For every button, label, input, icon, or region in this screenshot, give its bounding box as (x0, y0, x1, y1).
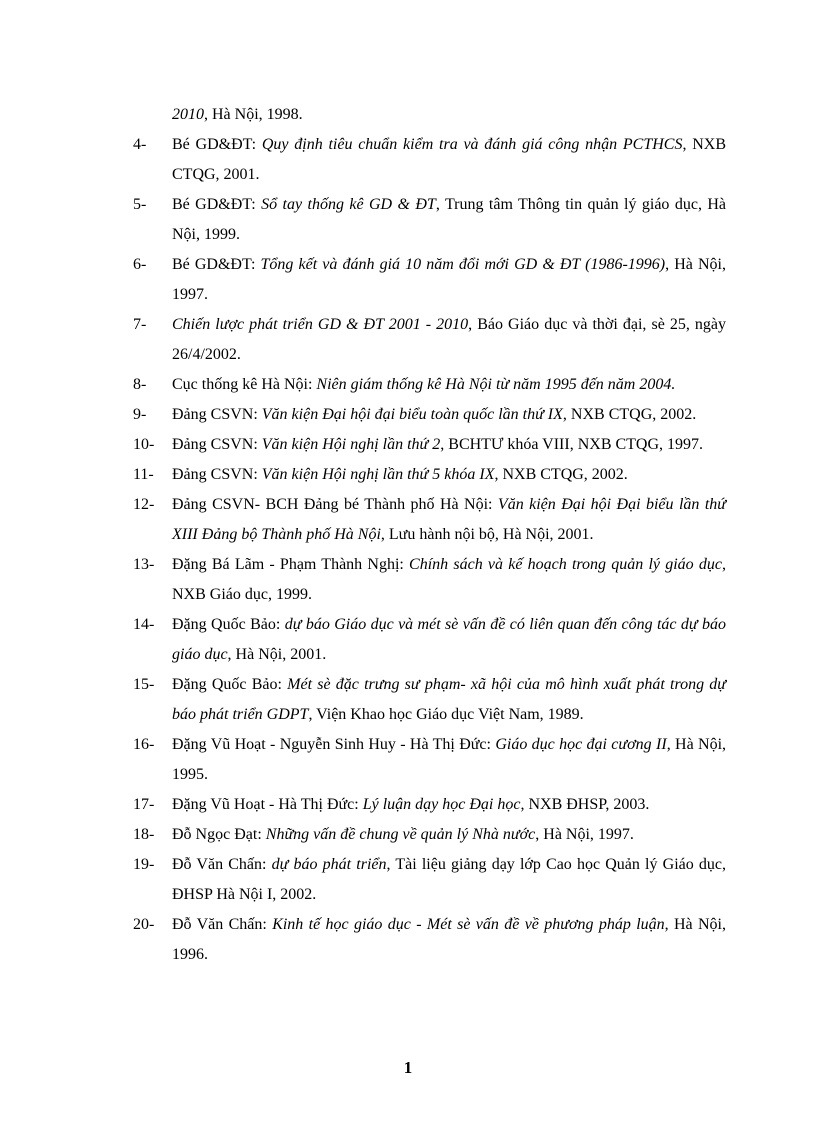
reference-detail: Đỗ Ngọc Đạt: (172, 826, 266, 843)
reference-detail: , NXB Giáo dục, 1999. (172, 556, 726, 603)
reference-detail: , Hà Nội, 2001. (227, 646, 327, 663)
reference-title: Văn kiện Đại hội đại biểu toàn quốc lần thứ IX (261, 406, 563, 423)
reference-number: 14- (133, 616, 155, 633)
reference-detail: , Báo Giáo dục và thời đại, sè 25, ngày 26/4/2002. (172, 316, 726, 363)
reference-detail: Đảng CSVN: (172, 466, 262, 483)
reference-title: Văn kiện Hội nghị lần thứ 5 khóa IX (261, 466, 495, 483)
reference-detail: , NXB CTQG, 2001. (172, 136, 726, 183)
reference-text (172, 250, 726, 310)
reference-item (0, 100, 816, 130)
reference-title: 2010 (172, 106, 204, 123)
reference-item (0, 250, 816, 310)
reference-detail: Đỗ Văn Chấn: (172, 856, 272, 873)
reference-detail: , Hà Nội, 1996. (172, 916, 727, 963)
reference-number: 19- (133, 856, 155, 873)
reference-title: Những vấn đề chung về quản lý Nhà nước (265, 826, 536, 843)
page-number: 1 (403, 1058, 413, 1077)
reference-item (0, 850, 816, 910)
reference-item (0, 490, 816, 550)
reference-detail: , BCHTƯ khóa VIII, NXB CTQG, 1997. (440, 436, 704, 453)
reference-number: 10- (133, 436, 155, 453)
reference-text (172, 190, 726, 250)
reference-detail: , Tài liệu giảng dạy lớp Cao học Quản lý Giáo dục, ĐHSP Hà Nội I, 2002. (172, 856, 727, 903)
reference-title: Sổ tay thống kê GD & ĐT (261, 196, 436, 213)
reference-item (0, 790, 816, 820)
reference-text (172, 460, 726, 490)
reference-number: 18- (133, 826, 155, 843)
reference-detail: , Hà Nội, 1997. (535, 826, 634, 843)
reference-text (172, 730, 726, 790)
reference-text (172, 790, 726, 820)
reference-text (172, 820, 726, 850)
reference-number: 20- (133, 916, 155, 933)
reference-detail: Bé GD&ĐT: (172, 136, 262, 153)
reference-detail: Đảng CSVN: (172, 406, 262, 423)
reference-number: 17- (133, 796, 155, 813)
reference-detail: Đặng Quốc Bảo: (172, 616, 285, 633)
reference-detail: Đảng CSVN: (172, 436, 262, 453)
reference-detail: , NXB ĐHSP, 2003. (520, 796, 650, 813)
reference-title: Văn kiện Đại hội Đại biểu lần thứ XIII Đảng bộ Thành phố Hà Nội (172, 496, 726, 543)
reference-detail: Đặng Bá Lãm - Phạm Thành Nghị: (172, 556, 410, 573)
reference-title: Niên giám thống kê Hà Nội từ năm 1995 đến năm 2004. (316, 376, 676, 393)
reference-detail: , Hà Nội, 1998. (204, 106, 303, 123)
reference-item (0, 190, 816, 250)
reference-number: 5- (133, 196, 147, 213)
reference-title: Tổng kết và đánh giá 10 năm đổi mới GD & ĐT (1986-1996) (260, 256, 666, 273)
reference-item (0, 670, 816, 730)
reference-number: 4- (133, 136, 147, 153)
reference-detail: Đặng Vũ Hoạt - Nguyễn Sinh Huy - Hà Thị Đức: (172, 736, 496, 753)
reference-item (0, 130, 816, 190)
reference-text (172, 430, 726, 460)
reference-item (0, 910, 816, 970)
reference-item (0, 370, 816, 400)
reference-number: 8- (133, 376, 147, 393)
reference-item (0, 430, 816, 460)
reference-title: Quy định tiêu chuẩn kiểm tra và đánh giá công nhận PCTHCS (261, 136, 683, 153)
reference-item (0, 460, 816, 490)
reference-text (172, 490, 726, 550)
reference-list (0, 100, 816, 970)
reference-number: 13- (133, 556, 155, 573)
reference-text (172, 400, 726, 430)
reference-text (172, 910, 726, 970)
reference-detail: , Hà Nội, 1995. (172, 736, 727, 783)
reference-number: 12- (133, 496, 155, 513)
reference-title: Mét sè đặc trưng sư phạm- xã hội của mô hình xuất phát trong dự báo phát triển GDPT (172, 676, 727, 723)
reference-detail: Đặng Vũ Hoạt - Hà Thị Đức: (172, 796, 363, 813)
reference-item (0, 610, 816, 670)
reference-title: dự báo Giáo dục và mét sè vấn đề có liên quan đến công tác dự báo giáo dục (172, 616, 727, 663)
reference-number: 11- (133, 466, 154, 483)
reference-detail: , NXB CTQG, 2002. (562, 406, 697, 423)
reference-number: 15- (133, 676, 155, 693)
reference-text (172, 370, 726, 400)
reference-item (0, 310, 816, 370)
reference-item (0, 820, 816, 850)
reference-text (172, 100, 726, 130)
reference-detail: Bé GD&ĐT: (172, 196, 262, 213)
reference-title: dự báo phát triển (271, 856, 387, 873)
reference-detail: , NXB CTQG, 2002. (494, 466, 628, 483)
reference-text (172, 670, 726, 730)
reference-title: Chính sách và kế hoạch trong quản lý giáo dục (409, 556, 722, 573)
reference-detail: Đảng CSVN- BCH Đảng bé Thành phố Hà Nội: (172, 496, 498, 513)
reference-detail: Đặng Quốc Bảo: (172, 676, 288, 693)
reference-title: Lý luận dạy học Đại học (362, 796, 521, 813)
reference-item (0, 550, 816, 610)
reference-number: 7- (133, 316, 147, 333)
reference-title: Kinh tế học giáo dục - Mét sè vấn đề về phương pháp luận (272, 916, 665, 933)
reference-title: Văn kiện Hội nghị lần thứ 2 (261, 436, 441, 453)
reference-item (0, 400, 816, 430)
reference-number: 9- (133, 406, 147, 423)
reference-title: Chiến lược phát triển GD & ĐT 2001 - 2010 (172, 316, 469, 333)
reference-number: 6- (133, 256, 147, 273)
reference-text (172, 610, 726, 670)
reference-text (172, 310, 726, 370)
reference-detail: , Viện Khao học Giáo dục Việt Nam, 1989. (308, 706, 584, 723)
reference-detail: Bé GD&ĐT: (172, 256, 261, 273)
reference-detail: Cục thống kê Hà Nội: (172, 376, 317, 393)
reference-detail: , Lưu hành nội bộ, Hà Nội, 2001. (380, 526, 594, 543)
reference-detail: , Trung tâm Thông tin quản lý giáo dục, Hà Nội, 1999. (172, 196, 727, 243)
reference-title: Giáo dục học đại cương II (495, 736, 667, 753)
reference-number: 16- (133, 736, 155, 753)
reference-detail: , Hà Nội, 1997. (172, 256, 726, 303)
reference-detail: Đỗ Văn Chấn: (172, 916, 273, 933)
reference-text (172, 850, 726, 910)
reference-item (0, 730, 816, 790)
reference-text (172, 550, 726, 610)
reference-text (172, 130, 726, 190)
